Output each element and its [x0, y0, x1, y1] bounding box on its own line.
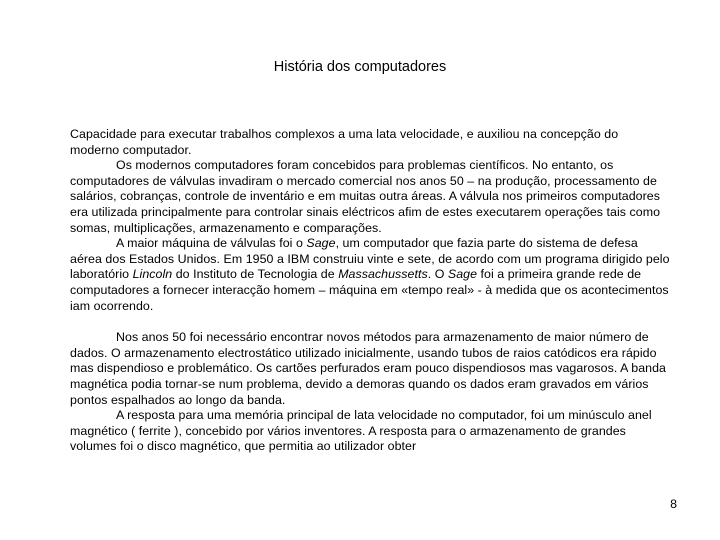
paragraph-4: Nos anos 50 foi necessário encontrar novos métodos para armazenamento de maior número de dados. O armazenamento electrostático utilizado inicialmente, usando tubos de raios catódicos era rápido mas dispendioso e problemático. Os cartões perfurados eram pouco dispendiosos mas vagarosos. A banda magnética podia tornar-se num problema, devido a demoras quando os dados eram gravados em vários pontos espalhados ao longo da banda.: [70, 330, 666, 407]
paragraph-3: [70, 236, 670, 314]
paragraph-5: A resposta para uma memória principal de lata velocidade no computador, foi um minúsculo anel magnético ( ferrite ), concebido por vários inventores. A resposta para o armazenamento de grandes volumes foi o disco magnético, que permitia ao utilizador obter: [70, 408, 652, 454]
massachussetts-term: Massachussetts: [338, 267, 428, 282]
paragraph-3-text-g: . O: [427, 267, 448, 282]
lincoln-term: Lincoln: [132, 267, 173, 282]
sage-term: Sage: [306, 236, 336, 251]
paragraph-2: Os modernos computadores foram concebidos para problemas científicos. No entanto, os computadores de válvulas invadiram o mercado comercial nos anos 50 – na produção, processamento de salários, cobranças, controle de inventário e em muitas outra áreas. A válvula nos primeiros computadores era utilizada principalmente para controlar sinais eléctricos afim de estes executarem operações tais como somas, multiplicações, armazenamento e comparações.: [70, 158, 661, 235]
paragraph-3-text-c: , um computador que fazia parte do sistema de defesa aérea dos Estados Unidos. Em 1950 a IBM construiu vinte e sete, de acordo com um programa dirigido pelo laboratório: [70, 236, 670, 282]
page-title: História dos computadores: [273, 59, 447, 75]
page-number: 8: [670, 497, 677, 511]
body-text: [70, 127, 670, 455]
paragraph-3-text-i: foi a primeira grande rede de computadores a fornecer interacção homem – máquina em «tempo real» - à medida que os acontecimentos iam ocorrendo.: [70, 267, 669, 313]
paragraph-3-text-a: A maior máquina de válvulas foi o: [116, 236, 307, 251]
paragraph-3-text-e: do Instituto de Tecnologia de: [172, 267, 339, 282]
sage-term-2: Sage: [447, 267, 478, 282]
paragraph-1: Capacidade para executar trabalhos complexos a uma lata velocidade, e auxiliou na concepção do moderno computador.: [70, 127, 619, 157]
